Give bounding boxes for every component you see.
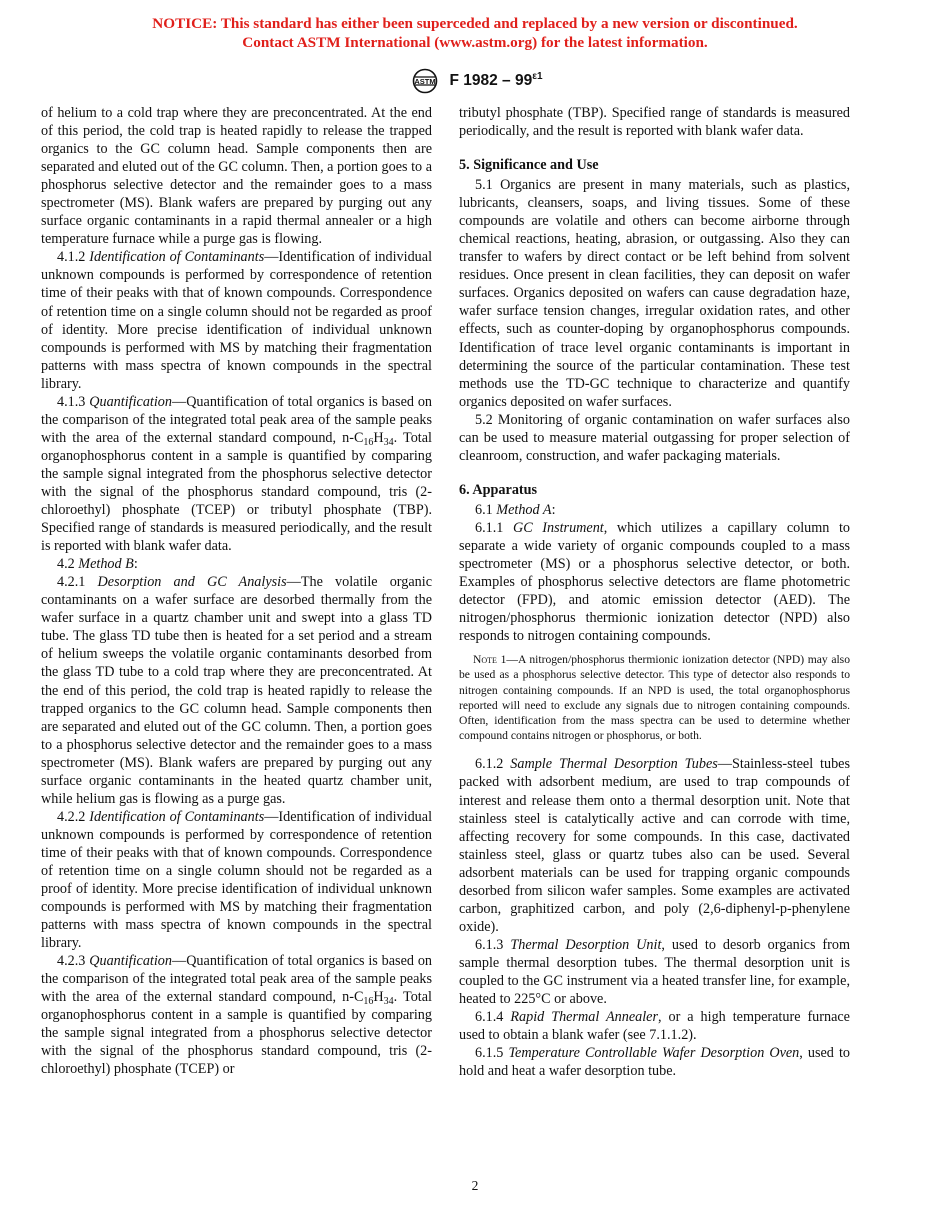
section-number: 4.2.1 (57, 574, 86, 591)
section-number: 6.1.3 (475, 936, 504, 953)
subscript: 34 (383, 436, 394, 448)
section-title: Quantification (89, 393, 172, 410)
section-6-1-2 (459, 755, 850, 935)
section-6-1-3 (459, 936, 850, 1008)
standard-designation: F 1982 – 99 (449, 72, 533, 90)
section-title: Sample Thermal Desorption Tubes (510, 756, 718, 773)
section-colon: : (551, 501, 556, 518)
note-1 (459, 652, 850, 743)
section-title: Quantification (89, 953, 172, 970)
astm-logo-icon (407, 68, 443, 94)
formula-h: H (373, 429, 384, 446)
formula-h: H (373, 989, 384, 1006)
section-text: . Total organophosphorus content in a sample is quantified by comparing the sample signal integrated from a phosphorus selective detector with the signal of the phosphorus standard compound, tris (2-chloroethyl) phosphate (TCEP) or (41, 989, 432, 1078)
section-4-2-3 (41, 952, 432, 1078)
notice-line-2: Contact ASTM International (www.astm.org) for the latest information. (242, 34, 708, 51)
paragraph-continuation: of helium to a cold trap where they are preconcentrated. At the end of this period, the cold trap is heated rapidly to release the trapped organics to the GC column head. Sample components then are separated and eluted out of the GC column. Then, a portion goes to a phosphorus selective detector and the remainder goes to a mass spectrometer (MS). Blank wafers are prepared by purging out any surface organic contaminants in a rapid thermal annealer or a high temperature furnace while a purge gas is flowing. (41, 105, 432, 248)
section-text: , which utilizes a capillary column to separate a wide variety of organic compounds coupled to a mass spectrometer (MS) or a phosphorus selective detector, or both. Examples of phosphorus selective detectors are flame photometric detector (FPD), and atomic emission detector (AED). The nitrogen/phosphorus thermionic ionization detector (NPD) also responds to nitrogen containing compounds. (459, 519, 851, 645)
section-6-1-1 (459, 519, 850, 645)
section-number: 6.1.1 (475, 519, 504, 536)
note-text: 1—A nitrogen/phosphorus thermionic ionization detector (NPD) may also be used as a phosphorus selective detector. This type of detector also responds to nitrogen containing compounds. If an NPD is used, the total organophosphorus reported will need to exclude any signals due to nitrogen containing compounds. Often, identification from the mass spectra can be used to determine whether compound contains nitrogen or phosphorus, or both. (459, 653, 850, 743)
section-colon: : (133, 556, 138, 573)
section-text: , used to hold and heat a wafer desorption tube. (459, 1045, 850, 1080)
left-column (41, 104, 432, 1079)
section-text: , used to desorb organics from sample thermal desorption tubes. The thermal desorption unit is coupled to the GC instrument via a heated transfer line, for example, heated to 225°C or above. (459, 936, 851, 1008)
section-4-2-2 (41, 808, 432, 952)
document-header (0, 64, 950, 90)
section-text: —Identification of individual unknown compounds is performed by correspondence of retention time of their peaks with that of known compounds. Correspondence of retention time on a single column should not be regarded as a proof of identity. More precise identification of individual unknown compounds is performed with MS by matching their fragmentation patterns with mass spectra of known compounds in the spectral library. (41, 808, 433, 952)
section-4-2-1 (41, 573, 432, 808)
section-4-2 (41, 555, 432, 573)
section-text: . Total organophosphorus content in a sample is quantified by comparing the sample signal integrated from the phosphorus selective detector with the signal of the phosphorus standard compound, tris (2-chloroethyl) phosphate (TCEP) or tributyl phosphate (TBP). Specified range of standards is measured periodically, and the result is reported with blank wafer data. (41, 429, 432, 555)
section-text: —Identification of individual unknown compounds is performed by correspondence of retention time of their peaks with that of known compounds. Correspondence of retention time on a single column should not be regarded as proof of identity. More precise identification of individual unknown compounds is performed with MS by matching their fragmentation patterns with mass spectra of known compounds in the spectral library. (41, 249, 433, 392)
section-number: 4.1.3 (57, 393, 86, 410)
astm-logo-text: ASTM (414, 76, 437, 86)
section-number: 6.1.5 (475, 1045, 504, 1062)
section-title: Desorption and GC Analysis (97, 574, 287, 591)
section-5-2: 5.2 Monitoring of organic contamination on wafer surfaces also can be used to measure material outgassing for proper selection of cleanroom, construction, and wafer packaging materials. (459, 411, 850, 464)
subscript: 16 (363, 996, 374, 1008)
subscript: 16 (363, 436, 374, 448)
section-text: —The volatile organic contaminants on a wafer surface are desorbed thermally from the wafer surface in a quartz chamber unit and swept into a glass TD tube. The glass TD tube then is heated for a set period and a stream of helium sweeps the volatile organic contaminants desorbed from the glass TD tube to a cold trap where they are preconcentrated. At the end of this period, the cold trap is heated rapidly to release the trapped organics to the GC column head. Sample components then are separated and eluted out of the GC column. Then, a portion goes to a phosphorus selective detector and the remainder goes to a mass spectrometer (MS). Blank wafers are prepared by purging out any surface organic contaminants in the heated quartz chamber unit, while helium gas is flowing as a purge gas. (41, 574, 432, 807)
page-number: 2 (471, 1178, 479, 1193)
section-6-heading: 6. Apparatus (459, 481, 538, 498)
section-title: Temperature Controllable Wafer Desorption Oven (508, 1045, 800, 1062)
section-text: —Quantification of total organics is based on the comparison of the integrated total peak area of the sample peaks with the area of the external standard compound, n-C (41, 953, 433, 1006)
section-6-1 (459, 501, 850, 519)
section-number: 6.1.2 (475, 756, 504, 773)
section-title: Identification of Contaminants (89, 808, 265, 825)
section-text: —Stainless-steel tubes packed with adsorbent medium, are used to trap compounds of interest and release them onto a thermal desorption unit. Note that stainless steel is catalytically active and can corrode with time, affecting recovery for some compounds. In this case, dactivated stainless steel, glass or quartz tubes also can be used. Several adsorbent materials can be used for trapping organic compounds desorbed from silicon wafer samples. Some examples are activated carbon, graphitized carbon, and poly (2,6-diphenyl-p-phenylene oxide). (459, 756, 851, 935)
section-number: 4.2.3 (57, 953, 86, 970)
section-title: Method B (78, 556, 134, 573)
section-6-1-4 (459, 1008, 850, 1044)
notice-banner (0, 14, 950, 52)
section-text: , or a high temperature furnace used to obtain a blank wafer (see 7.1.1.2). (459, 1009, 850, 1044)
section-5-heading: 5. Significance and Use (459, 157, 599, 174)
section-6-1-5 (459, 1044, 850, 1080)
section-title: Thermal Desorption Unit (510, 936, 662, 953)
paragraph-continuation: tributyl phosphate (TBP). Specified range of standards is measured periodically, and the result is reported with blank wafer data. (459, 105, 850, 140)
notice-line-1: NOTICE: This standard has either been superceded and replaced by a new version or discontinued. (152, 15, 798, 32)
section-number: 4.1.2 (57, 249, 86, 266)
section-number: 6.1.4 (475, 1009, 504, 1026)
section-5-1: 5.1 Organics are present in many materials, such as plastics, lubricants, cleansers, soaps, and living tissues. Some of these compounds are volatile and others can become airborne through chemical reactions, heating, abrasion, or outgassing. Also they can transfer to wafers by direct contact or be left behind from solvent residues. Once present in clean facilities, they can deposit on wafer surfaces. Organics deposited on wafers can cause degradation haze, wafer surface tension changes, irregular oxidation rates, and other effects, such as counter-doping by organophosphorus compounds. Identification of trace level organic contaminants is important in determining the source of the particular contamination. These test methods use the TD-GC technique to characterize and quantify organics deposited on wafer surfaces. (459, 177, 850, 410)
section-title: GC Instrument (512, 519, 604, 536)
section-number: 6.1 (475, 501, 493, 518)
subscript: 34 (383, 996, 394, 1008)
designation-superscript: ε1 (532, 71, 543, 82)
section-title: Identification of Contaminants (89, 249, 265, 266)
section-text: —Quantification of total organics is based on the comparison of the integrated total peak area of the sample peaks with the area of the external standard compound, n-C (41, 393, 433, 446)
section-4-1-2 (41, 248, 432, 392)
right-column (459, 104, 850, 1080)
section-number: 4.2.2 (57, 808, 86, 825)
note-label: Note (473, 653, 497, 667)
section-number: 4.2 (57, 556, 75, 573)
section-title: Method A (496, 501, 552, 518)
section-4-1-3 (41, 393, 432, 555)
section-title: Rapid Thermal Annealer (510, 1009, 658, 1026)
